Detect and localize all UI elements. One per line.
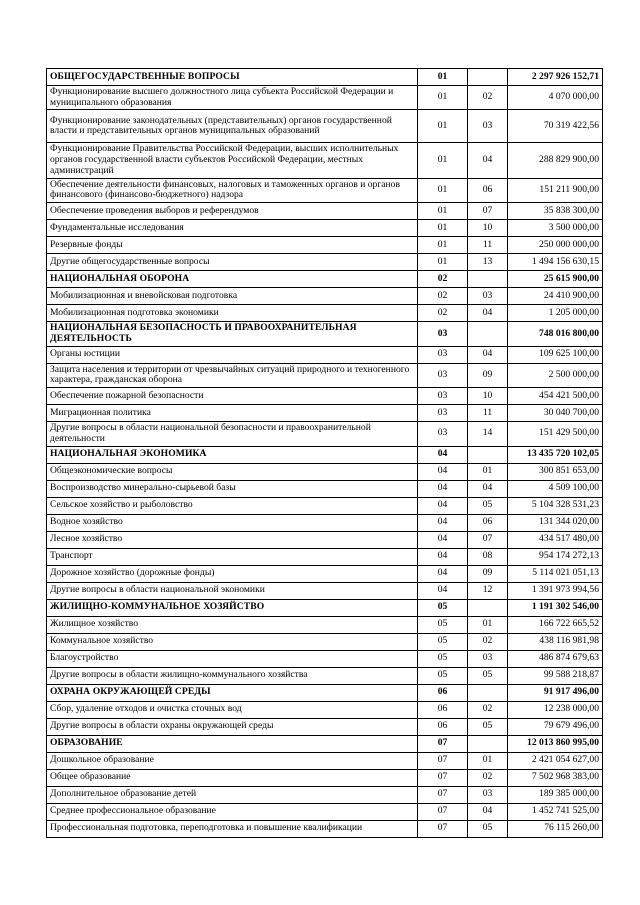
row-amount: 70 319 422,56 <box>508 110 603 143</box>
row-name-cell: НАЦИОНАЛЬНАЯ ОБОРОНА <box>47 271 418 288</box>
row-name-cell: Другие вопросы в области национальной безопасности и правоохранительной деятельности <box>47 422 418 446</box>
row-amount: 250 000 000,00 <box>508 237 603 254</box>
row-amount: 1 494 156 630,15 <box>508 254 603 271</box>
row-subsection-code: 10 <box>468 388 508 405</box>
row-amount: 12 013 860 995,00 <box>508 735 603 752</box>
row-section-code: 03 <box>418 346 468 363</box>
table-row <box>47 254 603 271</box>
row-section-code: 06 <box>418 718 468 735</box>
row-section-code: 04 <box>418 463 468 480</box>
row-name-cell: Благоустройство <box>47 650 418 667</box>
row-name-cell: Сельское хозяйство и рыболовство <box>47 497 418 514</box>
row-subsection-code: 03 <box>468 786 508 803</box>
table-row <box>47 650 603 667</box>
row-amount: 24 410 900,00 <box>508 288 603 305</box>
row-subsection-code: 11 <box>468 237 508 254</box>
row-amount: 438 116 981,98 <box>508 633 603 650</box>
table-row <box>47 220 603 237</box>
row-amount: 748 016 800,00 <box>508 322 603 346</box>
row-section-code: 07 <box>418 820 468 837</box>
row-amount: 4 070 000,00 <box>508 86 603 110</box>
row-name-cell: Функционирование законодательных (представительных) органов государственной власти и представительных органов муниципальных образований <box>47 110 418 143</box>
row-amount: 4 509 100,00 <box>508 480 603 497</box>
row-name-cell: Общее образование <box>47 769 418 786</box>
row-subsection-code: 04 <box>468 803 508 820</box>
row-subsection-code: 04 <box>468 480 508 497</box>
row-subsection-code: 01 <box>468 616 508 633</box>
row-amount: 91 917 496,00 <box>508 684 603 701</box>
row-subsection-code: 03 <box>468 650 508 667</box>
row-subsection-code <box>468 322 508 346</box>
row-section-code: 05 <box>418 667 468 684</box>
row-name-cell: Миграционная политика <box>47 405 418 422</box>
table-row <box>47 582 603 599</box>
row-section-code: 05 <box>418 650 468 667</box>
row-section-code: 01 <box>418 237 468 254</box>
row-section-code: 03 <box>418 422 468 446</box>
row-subsection-code: 03 <box>468 110 508 143</box>
row-subsection-code: 10 <box>468 220 508 237</box>
row-amount: 13 435 720 102,05 <box>508 446 603 463</box>
row-name-cell: Защита населения и территории от чрезвычайных ситуаций природного и техногенного характера, гражданская оборона <box>47 363 418 387</box>
row-amount: 25 615 900,00 <box>508 271 603 288</box>
row-subsection-code: 05 <box>468 718 508 735</box>
row-subsection-code: 09 <box>468 565 508 582</box>
row-section-code: 03 <box>418 388 468 405</box>
row-amount: 288 829 900,00 <box>508 143 603 178</box>
row-section-code: 04 <box>418 446 468 463</box>
row-amount: 189 385 000,00 <box>508 786 603 803</box>
budget-table-body <box>47 69 603 838</box>
row-amount: 7 502 968 383,00 <box>508 769 603 786</box>
row-subsection-code: 06 <box>468 178 508 202</box>
row-name-cell: Резервные фонды <box>47 237 418 254</box>
row-name-cell: НАЦИОНАЛЬНАЯ БЕЗОПАСНОСТЬ И ПРАВООХРАНИТЕЛЬНАЯ ДЕЯТЕЛЬНОСТЬ <box>47 322 418 346</box>
row-section-code: 03 <box>418 363 468 387</box>
section-row <box>47 446 603 463</box>
row-name-cell: Профессиональная подготовка, переподготовка и повышение квалификации <box>47 820 418 837</box>
row-subsection-code: 13 <box>468 254 508 271</box>
row-amount: 79 679 496,00 <box>508 718 603 735</box>
row-subsection-code: 01 <box>468 463 508 480</box>
row-section-code: 01 <box>418 203 468 220</box>
row-subsection-code: 02 <box>468 769 508 786</box>
row-section-code: 02 <box>418 288 468 305</box>
table-row <box>47 565 603 582</box>
row-subsection-code: 06 <box>468 514 508 531</box>
row-amount: 954 174 272,13 <box>508 548 603 565</box>
row-section-code: 01 <box>418 86 468 110</box>
row-section-code: 04 <box>418 531 468 548</box>
table-row <box>47 463 603 480</box>
row-name-cell: Другие общегосударственные вопросы <box>47 254 418 271</box>
row-amount: 1 391 973 994,56 <box>508 582 603 599</box>
row-section-code: 04 <box>418 480 468 497</box>
section-row <box>47 735 603 752</box>
row-name-cell: Дошкольное образование <box>47 752 418 769</box>
row-name-cell: Обеспечение пожарной безопасности <box>47 388 418 405</box>
row-subsection-code: 12 <box>468 582 508 599</box>
row-subsection-code: 05 <box>468 820 508 837</box>
row-section-code: 04 <box>418 497 468 514</box>
row-name-cell: Сбор, удаление отходов и очистка сточных вод <box>47 701 418 718</box>
row-section-code: 07 <box>418 786 468 803</box>
row-section-code: 01 <box>418 143 468 178</box>
row-amount: 1 191 302 546,00 <box>508 599 603 616</box>
row-subsection-code <box>468 735 508 752</box>
row-name-cell: Обеспечение проведения выборов и референдумов <box>47 203 418 220</box>
row-amount: 5 114 021 051,13 <box>508 565 603 582</box>
row-section-code: 04 <box>418 514 468 531</box>
row-section-code: 04 <box>418 565 468 582</box>
budget-sheet <box>46 68 603 838</box>
table-row <box>47 305 603 322</box>
table-row <box>47 701 603 718</box>
row-subsection-code <box>468 446 508 463</box>
row-name-cell: Транспорт <box>47 548 418 565</box>
row-amount: 300 851 653,00 <box>508 463 603 480</box>
table-row <box>47 616 603 633</box>
row-section-code: 04 <box>418 548 468 565</box>
table-row <box>47 786 603 803</box>
table-row <box>47 178 603 202</box>
row-name-cell: Воспроизводство минерально-сырьевой базы <box>47 480 418 497</box>
row-name-cell: Другие вопросы в области охраны окружающей среды <box>47 718 418 735</box>
table-row <box>47 752 603 769</box>
row-amount: 2 500 000,00 <box>508 363 603 387</box>
row-name-cell: Водное хозяйство <box>47 514 418 531</box>
row-name-cell: Жилищное хозяйство <box>47 616 418 633</box>
row-name-cell: Другие вопросы в области национальной экономики <box>47 582 418 599</box>
table-row <box>47 422 603 446</box>
row-name-cell: Фундаментальные исследования <box>47 220 418 237</box>
row-subsection-code: 02 <box>468 633 508 650</box>
row-subsection-code: 03 <box>468 288 508 305</box>
row-amount: 2 421 054 627,00 <box>508 752 603 769</box>
table-row <box>47 514 603 531</box>
table-row <box>47 405 603 422</box>
row-subsection-code: 02 <box>468 701 508 718</box>
row-amount: 99 588 218,87 <box>508 667 603 684</box>
row-amount: 5 104 328 531,23 <box>508 497 603 514</box>
row-amount: 2 297 926 152,71 <box>508 69 603 86</box>
row-subsection-code: 07 <box>468 203 508 220</box>
row-amount: 166 722 665,52 <box>508 616 603 633</box>
row-name-cell: ОБЩЕГОСУДАРСТВЕННЫЕ ВОПРОСЫ <box>47 69 418 86</box>
row-subsection-code: 02 <box>468 86 508 110</box>
row-section-code: 05 <box>418 633 468 650</box>
section-row <box>47 69 603 86</box>
row-subsection-code: 04 <box>468 346 508 363</box>
row-amount: 1 205 000,00 <box>508 305 603 322</box>
section-row <box>47 684 603 701</box>
table-row <box>47 531 603 548</box>
row-subsection-code: 07 <box>468 531 508 548</box>
row-section-code: 06 <box>418 684 468 701</box>
row-name-cell: Мобилизационная и вневойсковая подготовка <box>47 288 418 305</box>
table-row <box>47 288 603 305</box>
row-amount: 131 344 020,00 <box>508 514 603 531</box>
row-subsection-code: 05 <box>468 497 508 514</box>
row-amount: 434 517 480,00 <box>508 531 603 548</box>
row-section-code: 03 <box>418 405 468 422</box>
row-subsection-code <box>468 69 508 86</box>
row-section-code: 04 <box>418 582 468 599</box>
section-row <box>47 271 603 288</box>
row-subsection-code: 01 <box>468 752 508 769</box>
row-subsection-code: 09 <box>468 363 508 387</box>
section-row <box>47 599 603 616</box>
row-name-cell: Среднее профессиональное образование <box>47 803 418 820</box>
row-section-code: 01 <box>418 110 468 143</box>
row-section-code: 05 <box>418 616 468 633</box>
row-section-code: 07 <box>418 769 468 786</box>
row-section-code: 06 <box>418 701 468 718</box>
table-row <box>47 497 603 514</box>
row-subsection-code <box>468 271 508 288</box>
row-amount: 76 115 260,00 <box>508 820 603 837</box>
row-section-code: 01 <box>418 178 468 202</box>
row-name-cell: ОХРАНА ОКРУЖАЮЩЕЙ СРЕДЫ <box>47 684 418 701</box>
row-amount: 486 874 679,63 <box>508 650 603 667</box>
table-row <box>47 667 603 684</box>
row-name-cell: Общеэкономические вопросы <box>47 463 418 480</box>
row-name-cell: Обеспечение деятельности финансовых, налоговых и таможенных органов и органов финансового (финансово-бюджетного) надзора <box>47 178 418 202</box>
table-row <box>47 346 603 363</box>
row-name-cell: Функционирование Правительства Российской Федерации, высших исполнительных органов государственной власти субъектов Российской Федерации, местных администраций <box>47 143 418 178</box>
row-name-cell: НАЦИОНАЛЬНАЯ ЭКОНОМИКА <box>47 446 418 463</box>
row-name-cell: Функционирование высшего должностного лица субъекта Российской Федерации и муниципального образования <box>47 86 418 110</box>
row-amount: 454 421 500,00 <box>508 388 603 405</box>
table-row <box>47 388 603 405</box>
row-section-code: 03 <box>418 322 468 346</box>
row-section-code: 02 <box>418 305 468 322</box>
row-section-code: 01 <box>418 254 468 271</box>
row-name-cell: ОБРАЗОВАНИЕ <box>47 735 418 752</box>
row-amount: 3 500 000,00 <box>508 220 603 237</box>
table-row <box>47 237 603 254</box>
row-name-cell: Органы юстиции <box>47 346 418 363</box>
row-section-code: 07 <box>418 735 468 752</box>
row-name-cell: Дополнительное образование детей <box>47 786 418 803</box>
row-section-code: 07 <box>418 752 468 769</box>
budget-table <box>46 68 603 838</box>
row-name-cell: Мобилизационная подготовка экономики <box>47 305 418 322</box>
row-subsection-code: 04 <box>468 143 508 178</box>
row-section-code: 05 <box>418 599 468 616</box>
row-subsection-code: 04 <box>468 305 508 322</box>
row-section-code: 01 <box>418 69 468 86</box>
table-row <box>47 110 603 143</box>
row-name-cell: Коммунальное хозяйство <box>47 633 418 650</box>
row-name-cell: Другие вопросы в области жилищно-коммунального хозяйства <box>47 667 418 684</box>
row-name-cell: Дорожное хозяйство (дорожные фонды) <box>47 565 418 582</box>
row-name-cell: Лесное хозяйство <box>47 531 418 548</box>
row-subsection-code: 11 <box>468 405 508 422</box>
table-row <box>47 86 603 110</box>
table-row <box>47 633 603 650</box>
table-row <box>47 548 603 565</box>
row-subsection-code <box>468 599 508 616</box>
row-subsection-code: 14 <box>468 422 508 446</box>
table-row <box>47 803 603 820</box>
row-subsection-code <box>468 684 508 701</box>
row-section-code: 01 <box>418 220 468 237</box>
row-amount: 30 040 700,00 <box>508 405 603 422</box>
table-row <box>47 363 603 387</box>
table-row <box>47 718 603 735</box>
table-row <box>47 203 603 220</box>
row-amount: 1 452 741 525,00 <box>508 803 603 820</box>
row-amount: 151 211 900,00 <box>508 178 603 202</box>
row-section-code: 07 <box>418 803 468 820</box>
row-subsection-code: 08 <box>468 548 508 565</box>
row-section-code: 02 <box>418 271 468 288</box>
table-row <box>47 480 603 497</box>
row-amount: 12 238 000,00 <box>508 701 603 718</box>
row-name-cell: ЖИЛИЩНО-КОММУНАЛЬНОЕ ХОЗЯЙСТВО <box>47 599 418 616</box>
row-subsection-code: 05 <box>468 667 508 684</box>
table-row <box>47 820 603 837</box>
row-amount: 151 429 500,00 <box>508 422 603 446</box>
section-row <box>47 322 603 346</box>
table-row <box>47 769 603 786</box>
row-amount: 109 625 100,00 <box>508 346 603 363</box>
row-amount: 35 838 300,00 <box>508 203 603 220</box>
table-row <box>47 143 603 178</box>
